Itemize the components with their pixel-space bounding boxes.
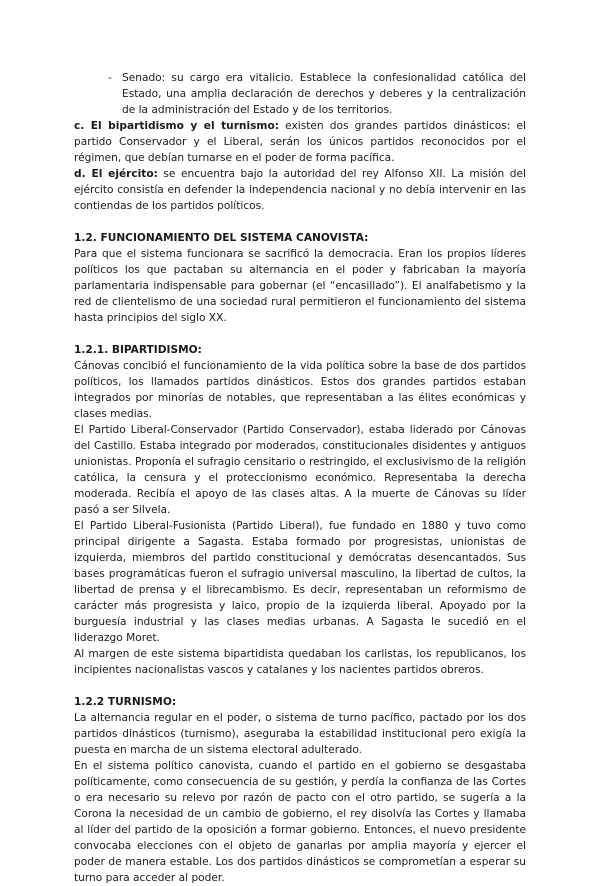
spacer <box>74 678 526 694</box>
senado-list-item <box>74 70 526 118</box>
paragraph-partido-conservador: El Partido Liberal-Conservador (Partido Conservador), estaba liderado por Cánovas del Castillo. Estaba integrado por moderados, constitucionales disidentes y antiguos unionistas. Proponía el sufragio censitario o restringido, el exclusivismo de la religión católica, la censura y el proteccionismo económico. Representaba la derecha moderada. Recibía el apoyo de las clases altas. A la muerte de Cánovas su líder pasó a ser Silvela. <box>74 424 526 516</box>
paragraph-bipartidismo-intro: Cánovas concibió el funcionamiento de la vida política sobre la base de dos partidos políticos, los llamados partidos dinásticos. Estos dos grandes partidos estaban integrados por minorías de notables, que representaban a las élites económicas y clases medias. <box>74 360 526 420</box>
paragraph-bipartidismo-turnismo <box>74 118 526 166</box>
senado-text: Senado: su cargo era vitalicio. Establece la confesionalidad católica del Estado, una amplia declaración de derechos y deberes y la centralización de la administración del Estado y de los territorios. <box>122 72 526 116</box>
spacer <box>74 326 526 342</box>
spacer <box>74 214 526 230</box>
paragraph-partido-liberal: El Partido Liberal-Fusionista (Partido Liberal), fue fundado en 1880 y tuvo como principal dirigente a Sagasta. Estaba formado por progresistas, unionistas de izquierda, miembros del partido constitucional y demócratas desencantados. Sus bases programáticas fueron el sufragio universal masculino, la libertad de cultos, la libertad de prensa y el librecambismo. Es decir, representaban un reformismo de carácter más progresista y laico, propio de la izquierda liberal. Apoyado por la burguesía industrial y las clases medias urbanas. A Sagasta le sucedió en el liderazgo Moret. <box>74 520 526 644</box>
heading-bipartidismo: 1.2.1. BIPARTIDISMO: <box>74 344 202 356</box>
paragraph-ejercito <box>74 166 526 214</box>
text-bipartidismo-turnismo: existen dos grandes partidos dinásticos: el partido Conservador y el Liberal, serán los únicos partidos reconocidos por el régimen, que debían turnarse en el poder de forma pacífica. <box>74 120 527 164</box>
heading-funcionamiento: 1.2. FUNCIONAMIENTO DEL SISTEMA CANOVISTA: <box>74 232 369 244</box>
label-bipartidismo-turnismo: c. El bipartidismo y el turnismo: <box>74 120 279 132</box>
paragraph-turnismo-intro: La alternancia regular en el poder, o sistema de turno pacífico, pactado por los dos partidos dinásticos (turnismo), aseguraba la estabilidad institucional pero exigía la puesta en marcha de un sistema electoral adulterado. <box>74 712 526 756</box>
label-ejercito: d. El ejército: <box>74 168 158 180</box>
paragraph-funcionamiento: Para que el sistema funcionara se sacrificó la democracia. Eran los propios líderes políticos los que pactaban su alternancia en el poder y fabricaban la mayoría parlamentaria indispensable para gobernar (el “encasillado”). El analfabetismo y la red de clientelismo de una sociedad rural permitieron el funcionamiento del sistema hasta principios del siglo XX. <box>74 248 526 324</box>
list-dash: - <box>108 72 112 84</box>
heading-turnismo: 1.2.2 TURNISMO: <box>74 696 177 708</box>
paragraph-al-margen: Al margen de este sistema bipartidista quedaban los carlistas, los republicanos, los incipientes nacionalistas vascos y catalanes y los nacientes partidos obreros. <box>74 648 526 676</box>
text-ejercito: se encuentra bajo la autoridad del rey Alfonso XII. La misión del ejército consistía en defender la independencia nacional y no debía intervenir en las contiendas de los partidos políticos. <box>74 168 526 212</box>
paragraph-turnismo-detalle: En el sistema político canovista, cuando el partido en el gobierno se desgastaba políticamente, como consecuencia de su gestión, y perdía la confianza de las Cortes o era necesario su relevo por razón de pacto con el otro partido, se sugería a la Corona la necesidad de un cambio de gobierno, el rey disolvía las Cortes y llamaba al líder del partido de la oposición a formar gobierno. Entonces, el nuevo presidente convocaba elecciones con el objeto de ganarlas por amplia mayoría y ejercer el poder de manera estable. Los dos partidos dinásticos se comprometían a esperar su turno para acceder al poder. <box>74 760 526 884</box>
